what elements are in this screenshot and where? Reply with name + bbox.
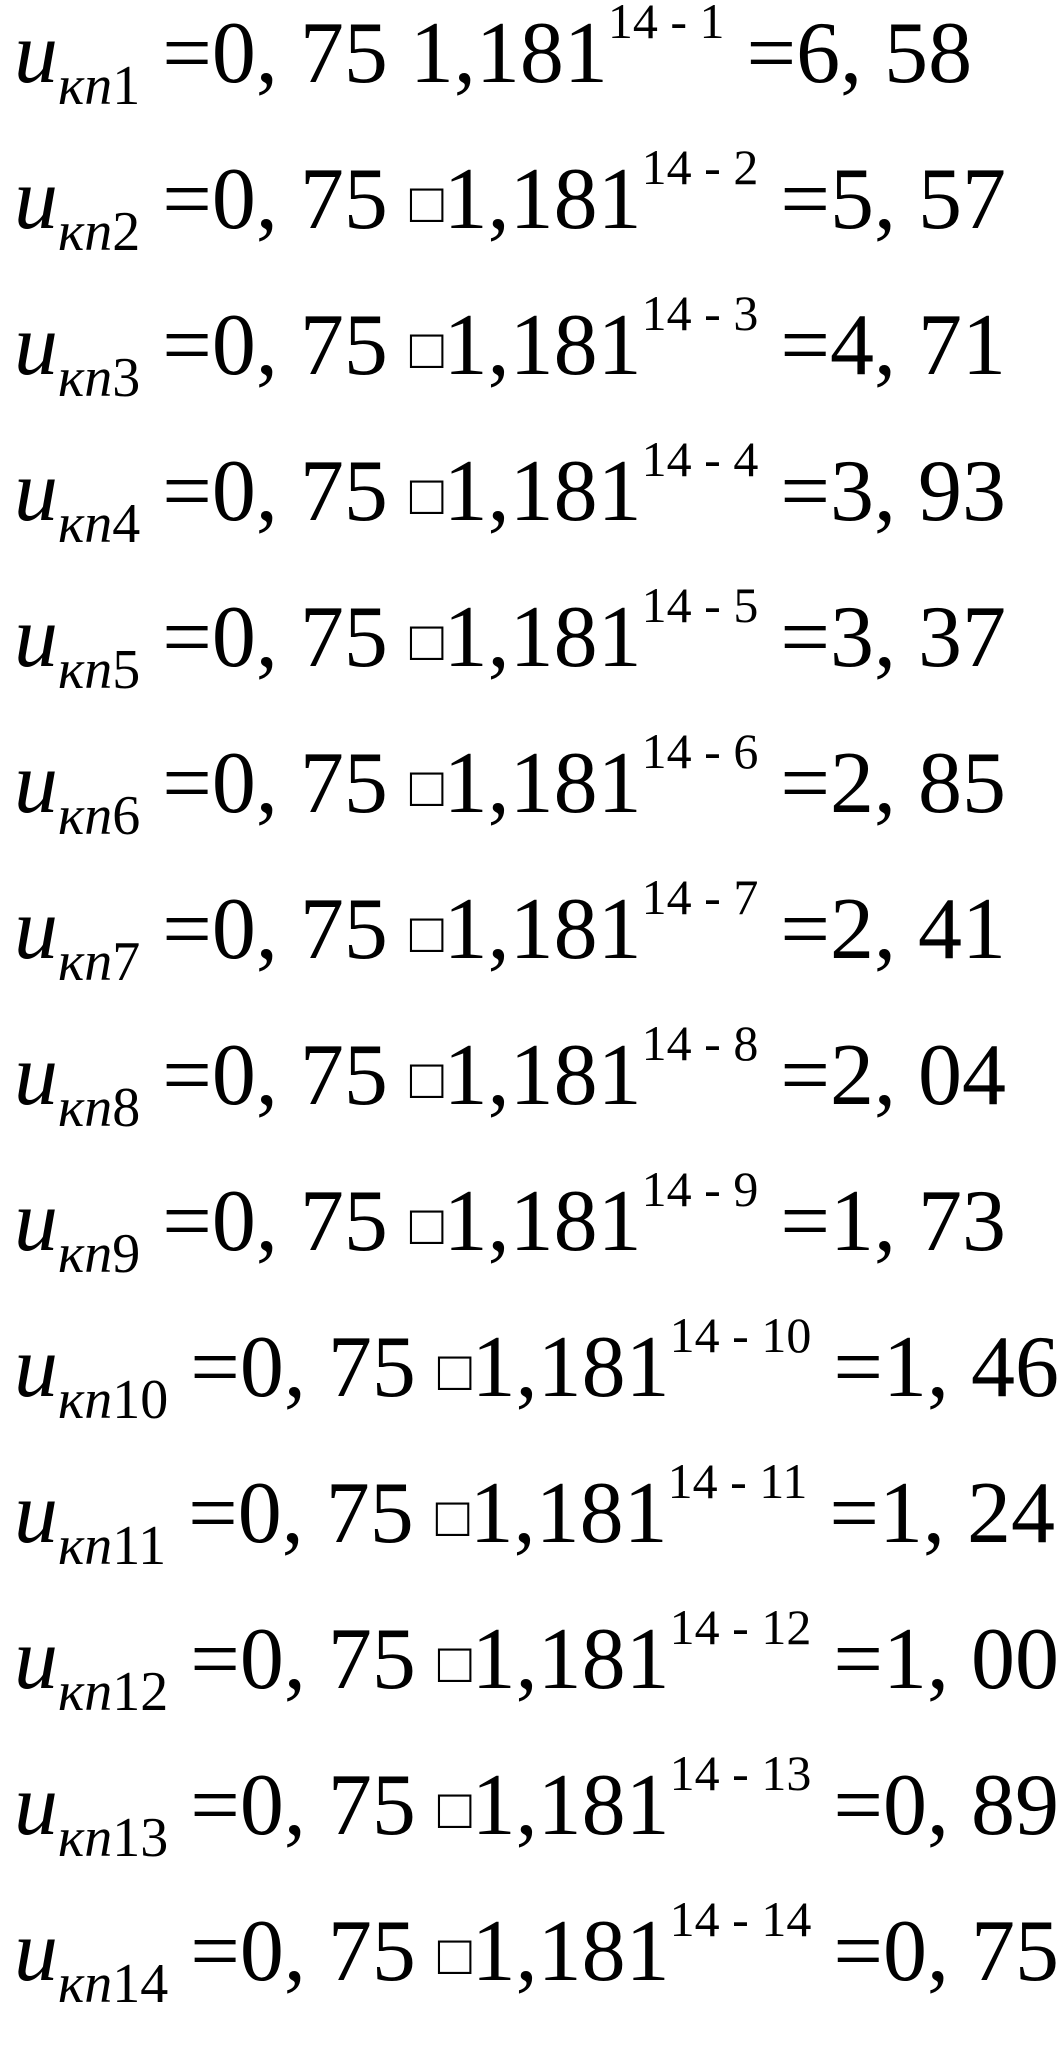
subscript-index: 2 [112, 201, 141, 263]
exponent: 14 - 8 [641, 1015, 759, 1071]
base-coefficient: 0, 75 [211, 881, 388, 978]
variable-symbol: u [14, 735, 58, 832]
base-coefficient: 0, 75 [211, 297, 388, 394]
equation-row [14, 0, 973, 156]
growth-factor: 1,181 [443, 151, 642, 248]
equals-sign: = [833, 1611, 883, 1708]
result-value: 4, 71 [829, 297, 1006, 394]
equation-row [14, 577, 1006, 740]
subscript-letters: кп [58, 785, 113, 847]
equals-sign: = [780, 1027, 830, 1124]
subscript-index: 5 [112, 639, 141, 701]
equals-sign: = [162, 1173, 212, 1270]
equals-sign: = [188, 1465, 238, 1562]
subscript-letters: кп [58, 1223, 113, 1285]
result-value: 3, 93 [829, 443, 1006, 540]
variable-subscript [58, 1953, 168, 2015]
exponent: 14 - 12 [669, 1599, 812, 1655]
exponent: 14 - 7 [641, 869, 759, 925]
equation-row [14, 285, 1006, 448]
base-coefficient: 0, 75 [239, 1903, 416, 2000]
equals-sign: = [190, 1319, 240, 1416]
subscript-letters: кп [58, 201, 113, 263]
variable-subscript [58, 201, 140, 263]
variable-symbol: u [14, 1903, 58, 2000]
variable-symbol: u [14, 5, 58, 102]
growth-factor: 1,181 [471, 1319, 670, 1416]
subscript-letters: кп [58, 493, 113, 555]
multiply-operator-glyph: □ [409, 611, 444, 673]
variable-symbol: u [14, 881, 58, 978]
result-value: 6, 58 [796, 5, 973, 102]
variable-symbol: u [14, 1173, 58, 1270]
multiply-operator-glyph: □ [409, 903, 444, 965]
equals-sign: = [162, 5, 212, 102]
equation-row [14, 1161, 1006, 1324]
multiply-operator-glyph: □ [437, 1779, 472, 1841]
equation-row [14, 1745, 1059, 1908]
equals-sign: = [746, 5, 797, 102]
variable-symbol: u [14, 151, 58, 248]
subscript-letters: кп [58, 1953, 113, 2015]
equation-row [14, 431, 1006, 594]
growth-factor: 1,181 [443, 443, 642, 540]
result-value: 2, 85 [829, 735, 1006, 832]
base-coefficient: 0, 75 [211, 1027, 388, 1124]
multiply-operator-glyph: □ [409, 465, 444, 527]
equals-sign: = [162, 297, 212, 394]
base-coefficient: 0, 75 [211, 1173, 388, 1270]
subscript-letters: кп [58, 1807, 113, 1869]
growth-factor: 1,181 [443, 881, 642, 978]
exponent: 14 - 5 [641, 577, 759, 633]
equals-sign: = [833, 1903, 883, 2000]
equation-row [14, 1015, 1006, 1178]
growth-factor: 1,181 [443, 1027, 642, 1124]
equation-row [14, 869, 1006, 1032]
variable-subscript [58, 1369, 168, 1431]
equals-sign: = [780, 151, 830, 248]
subscript-letters: кп [58, 1369, 113, 1431]
equals-sign: = [162, 589, 212, 686]
equals-sign: = [780, 735, 830, 832]
subscript-index: 1 [112, 55, 141, 117]
subscript-letters: кп [58, 639, 113, 701]
variable-subscript [58, 931, 140, 993]
subscript-index: 4 [112, 493, 141, 555]
variable-subscript [58, 1515, 166, 1577]
base-coefficient: 0, 75 [239, 1611, 416, 1708]
growth-factor: 1,181 [443, 1173, 642, 1270]
variable-symbol: u [14, 1465, 58, 1562]
equals-sign: = [190, 1903, 240, 2000]
subscript-index: 13 [112, 1807, 169, 1869]
variable-symbol: u [14, 443, 58, 540]
exponent: 14 - 14 [669, 1891, 812, 1947]
multiply-operator-glyph: □ [409, 319, 444, 381]
multiply-operator-glyph: □ [437, 1341, 472, 1403]
variable-subscript [58, 785, 140, 847]
exponent: 14 - 9 [641, 1161, 759, 1217]
equals-sign: = [162, 881, 212, 978]
equation-row [14, 1599, 1059, 1762]
base-coefficient: 0, 75 [211, 589, 388, 686]
multiply-operator-glyph: □ [409, 1195, 444, 1257]
subscript-index: 8 [112, 1077, 141, 1139]
exponent: 14 - 10 [669, 1307, 812, 1363]
equals-sign: = [190, 1757, 240, 1854]
subscript-index: 7 [112, 931, 141, 993]
subscript-letters: кп [58, 931, 113, 993]
equation-row [14, 1891, 1059, 2054]
subscript-letters: кп [58, 347, 113, 409]
equation-row [14, 1307, 1059, 1470]
equals-sign: = [780, 443, 830, 540]
variable-symbol: u [14, 1027, 58, 1124]
base-coefficient: 0, 75 [211, 151, 388, 248]
equals-sign: = [833, 1319, 883, 1416]
growth-factor: 1,181 [471, 1611, 670, 1708]
subscript-letters: кп [58, 55, 113, 117]
exponent: 14 - 4 [641, 431, 759, 487]
variable-symbol: u [14, 297, 58, 394]
equals-sign: = [162, 735, 212, 832]
growth-factor: 1,181 [409, 5, 608, 102]
equation-row [14, 1453, 1056, 1616]
equation-row [14, 723, 1006, 886]
exponent: 14 - 6 [641, 723, 759, 779]
subscript-letters: кп [58, 1077, 113, 1139]
equals-sign: = [162, 1027, 212, 1124]
result-value: 2, 04 [829, 1027, 1006, 1124]
result-value: 3, 37 [829, 589, 1006, 686]
subscript-index: 9 [112, 1223, 141, 1285]
multiply-operator-glyph: □ [437, 1633, 472, 1695]
exponent: 14 - 1 [607, 0, 725, 49]
equals-sign: = [780, 1173, 830, 1270]
equals-sign: = [780, 589, 830, 686]
subscript-letters: кп [58, 1515, 113, 1577]
variable-subscript [58, 493, 140, 555]
variable-subscript [58, 1077, 140, 1139]
subscript-letters: кп [58, 1661, 113, 1723]
result-value: 1, 46 [882, 1319, 1059, 1416]
subscript-index: 3 [112, 347, 141, 409]
exponent: 14 - 3 [641, 285, 759, 341]
subscript-index: 6 [112, 785, 141, 847]
exponent: 14 - 11 [667, 1453, 808, 1509]
result-value: 5, 57 [829, 151, 1006, 248]
result-value: 0, 75 [882, 1903, 1059, 2000]
subscript-index: 14 [112, 1953, 169, 2015]
equals-sign: = [780, 297, 830, 394]
variable-subscript [58, 347, 140, 409]
exponent: 14 - 13 [669, 1745, 812, 1801]
result-value: 2, 41 [829, 881, 1006, 978]
variable-symbol: u [14, 1757, 58, 1854]
variable-subscript [58, 55, 140, 117]
variable-subscript [58, 1661, 168, 1723]
growth-factor: 1,181 [469, 1465, 668, 1562]
base-coefficient: 0, 75 [211, 5, 388, 102]
multiply-operator-glyph: □ [409, 1049, 444, 1111]
base-coefficient: 0, 75 [211, 735, 388, 832]
equals-sign: = [833, 1757, 883, 1854]
multiply-operator-glyph: □ [437, 1925, 472, 1987]
base-coefficient: 0, 75 [239, 1757, 416, 1854]
exponent: 14 - 2 [641, 139, 759, 195]
result-value: 1, 24 [879, 1465, 1056, 1562]
variable-subscript [58, 639, 140, 701]
equals-sign: = [162, 443, 212, 540]
growth-factor: 1,181 [443, 735, 642, 832]
equals-sign: = [162, 151, 212, 248]
growth-factor: 1,181 [443, 297, 642, 394]
result-value: 0, 89 [882, 1757, 1059, 1854]
variable-subscript [58, 1223, 140, 1285]
variable-symbol: u [14, 589, 58, 686]
subscript-index: 11 [112, 1515, 167, 1577]
result-value: 1, 00 [882, 1611, 1059, 1708]
equals-sign: = [780, 881, 830, 978]
base-coefficient: 0, 75 [239, 1319, 416, 1416]
equals-sign: = [829, 1465, 880, 1562]
base-coefficient: 0, 75 [211, 443, 388, 540]
base-coefficient: 0, 75 [237, 1465, 414, 1562]
equals-sign: = [190, 1611, 240, 1708]
variable-symbol: u [14, 1319, 58, 1416]
growth-factor: 1,181 [443, 589, 642, 686]
variable-subscript [58, 1807, 168, 1869]
growth-factor: 1,181 [471, 1903, 670, 2000]
growth-factor: 1,181 [471, 1757, 670, 1854]
multiply-operator-glyph: □ [409, 173, 444, 235]
multiply-operator-glyph: □ [409, 757, 444, 819]
multiply-operator-glyph: □ [435, 1487, 470, 1549]
result-value: 1, 73 [829, 1173, 1006, 1270]
variable-symbol: u [14, 1611, 58, 1708]
subscript-index: 12 [112, 1661, 169, 1723]
subscript-index: 10 [112, 1369, 169, 1431]
equation-row [14, 139, 1006, 302]
